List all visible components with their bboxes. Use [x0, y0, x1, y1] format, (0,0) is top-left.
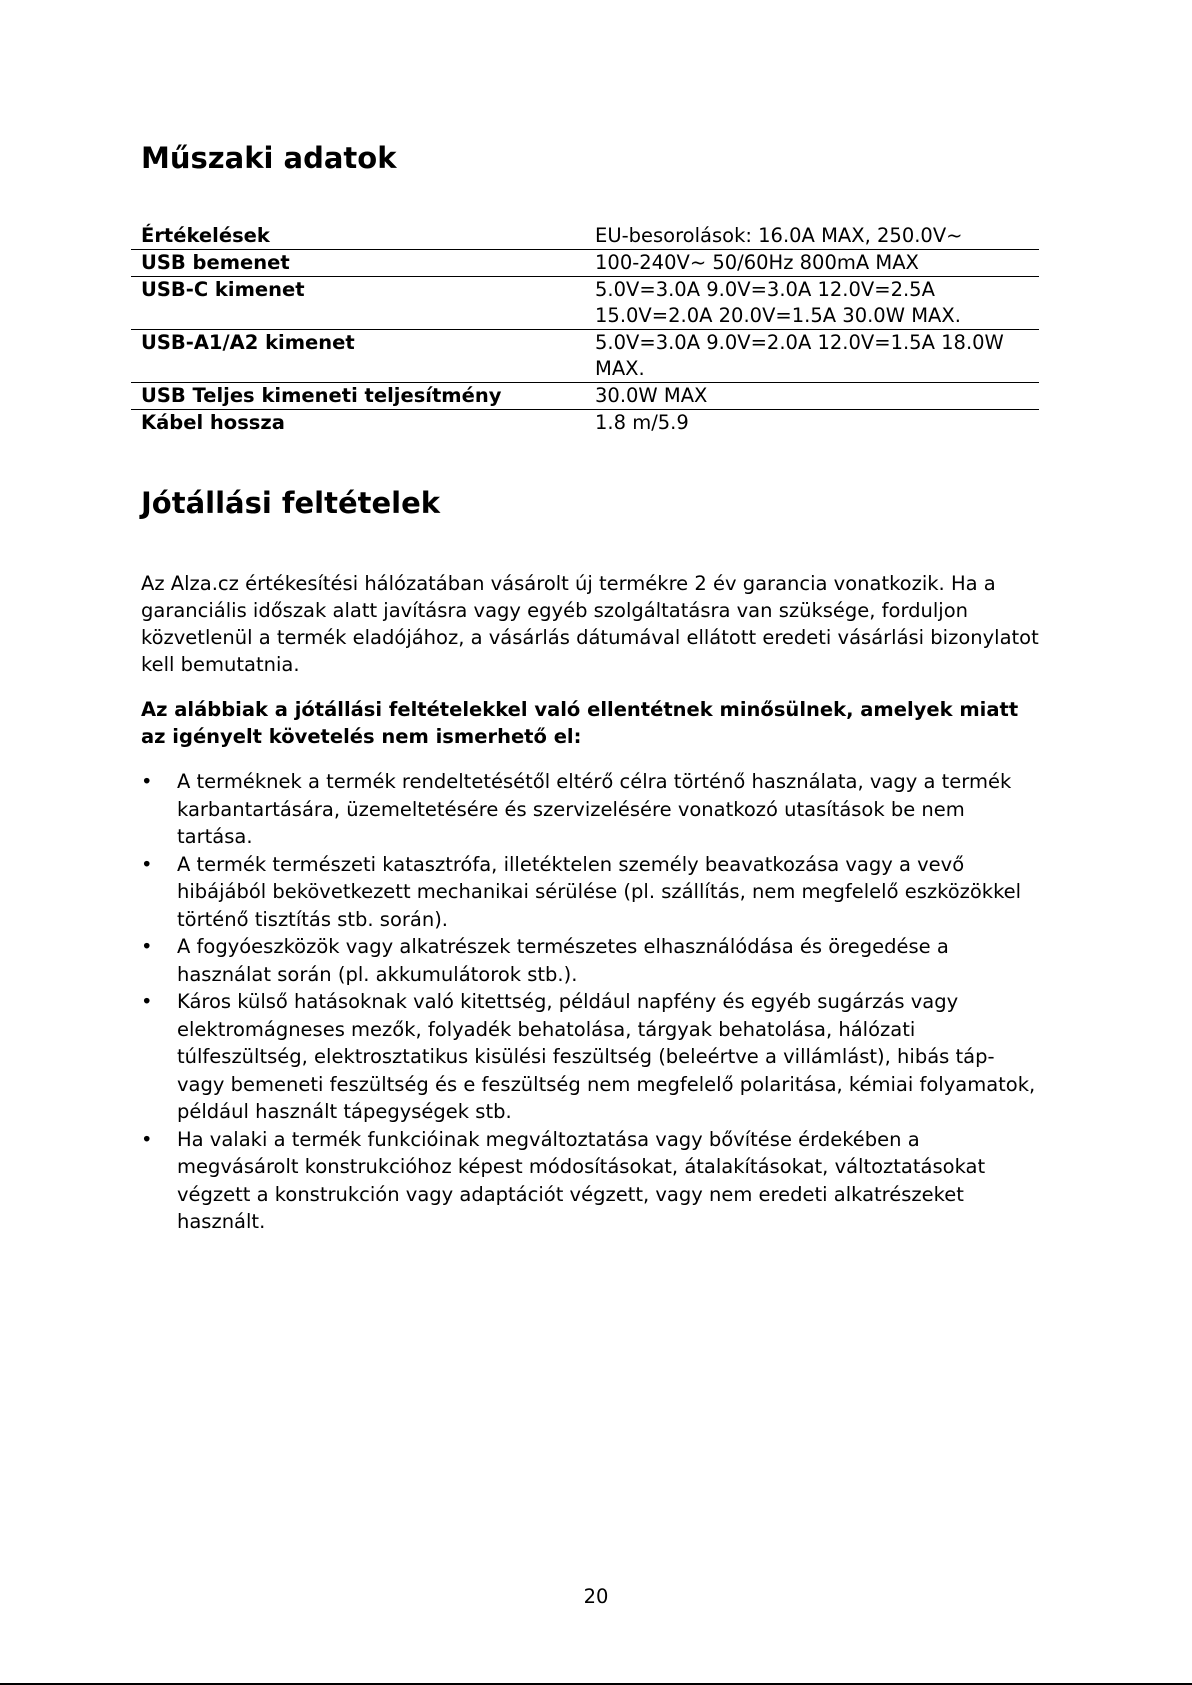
spec-value: 30.0W MAX [585, 383, 1039, 410]
list-item-text: A fogyóeszközök vagy alkatrészek természetes elhasználódása és öregedése a használat során (pl. akkumulátorok stb.). [177, 935, 949, 986]
list-item [141, 851, 1041, 934]
list-item-text: Káros külső hatásoknak való kitettség, például napfény és egyéb sugárzás vagy elektromágneses mezők, folyadék behatolása, tárgyak behatolása, hálózati túlfeszültség, elektrosztatikus kisülési feszültség (beleértve a villámlást), hibás táp- vagy bemeneti feszültség és e feszültség nem megfelelő polaritása, kémiai folyamatok, például használt tápegységek stb. [177, 990, 1036, 1123]
table-row [131, 223, 1039, 250]
spec-value: EU-besorolások: 16.0A MAX, 250.0V~ [585, 223, 1039, 250]
table-row [131, 277, 1039, 330]
specs-heading: Műszaki adatok [141, 141, 397, 175]
bullet-icon: • [141, 935, 153, 958]
spec-table [131, 223, 1039, 436]
list-item [141, 988, 1041, 1126]
spec-label: USB Teljes kimeneti teljesítmény [131, 383, 585, 410]
list-item-text: Ha valaki a termék funkcióinak megváltoztatása vagy bővítése érdekében a megvásárolt konstrukcióhoz képest módosításokat, átalakításokat, változtatásokat végzett a konstrukción vagy adaptációt végzett, vagy nem eredeti alkatrészeket használt. [177, 1127, 986, 1233]
bullet-icon: • [141, 990, 153, 1013]
list-item-text: A termék természeti katasztrófa, illetéktelen személy beavatkozása vagy a vevő hibájából bekövetkezett mechanikai sérülése (pl. szállítás, nem megfelelő eszközökkel történő tisztítás stb. során). [177, 852, 1022, 931]
spec-label: USB-A1/A2 kimenet [131, 330, 585, 383]
list-item [141, 933, 1041, 988]
bullet-icon: • [141, 770, 153, 793]
list-item [141, 1126, 1041, 1236]
spec-value: 1.8 m/5.9 [595, 411, 689, 434]
page-number: 20 [583, 1585, 609, 1608]
table-row [131, 330, 1039, 383]
table-row [131, 383, 1039, 410]
bullet-icon: • [141, 1127, 153, 1151]
table-row [131, 410, 1039, 437]
list-item [141, 768, 1041, 851]
conditions-heading: Az alábbiak a jótállási feltételekkel való ellentétnek minősülnek, amelyek miatt az igényelt követelés nem ismerhető el: [141, 698, 1019, 748]
spec-value: 5.0V=3.0A 9.0V=2.0A 12.0V=1.5A 18.0W MAX. [585, 330, 1039, 383]
spec-label: Kábel hossza [141, 411, 285, 434]
spec-label: USB-C kimenet [131, 277, 585, 330]
spec-label: USB bemenet [131, 250, 585, 277]
spec-label: Értékelések [131, 223, 585, 250]
list-item-text: A terméknek a termék rendeltetésétől eltérő célra történő használata, vagy a termék karbantartására, üzemeltetésére és szervizelésére vonatkozó utasítások be nem tartása. [177, 770, 1012, 848]
warranty-heading: Jótállási feltételek [141, 486, 441, 520]
exclusion-list [141, 768, 1041, 1236]
spec-value: 100-240V~ 50/60Hz 800mA MAX [585, 250, 1039, 277]
warranty-intro-paragraph: Az Alza.cz értékesítési hálózatában vásárolt új termékre 2 év garancia vonatkozik. Ha a garanciális időszak alatt javításra vagy egyéb szolgáltatásra van szüksége, forduljon közvetlenül a termék eladójához, a vásárlás dátumával ellátott eredeti vásárlási bizonylatot kell bemutatnia. [141, 572, 1039, 676]
spec-value: 5.0V=3.0A 9.0V=3.0A 12.0V=2.5A 15.0V=2.0A 20.0V=1.5A 30.0W MAX. [585, 277, 1039, 330]
bullet-icon: • [141, 852, 153, 876]
table-row [131, 250, 1039, 277]
